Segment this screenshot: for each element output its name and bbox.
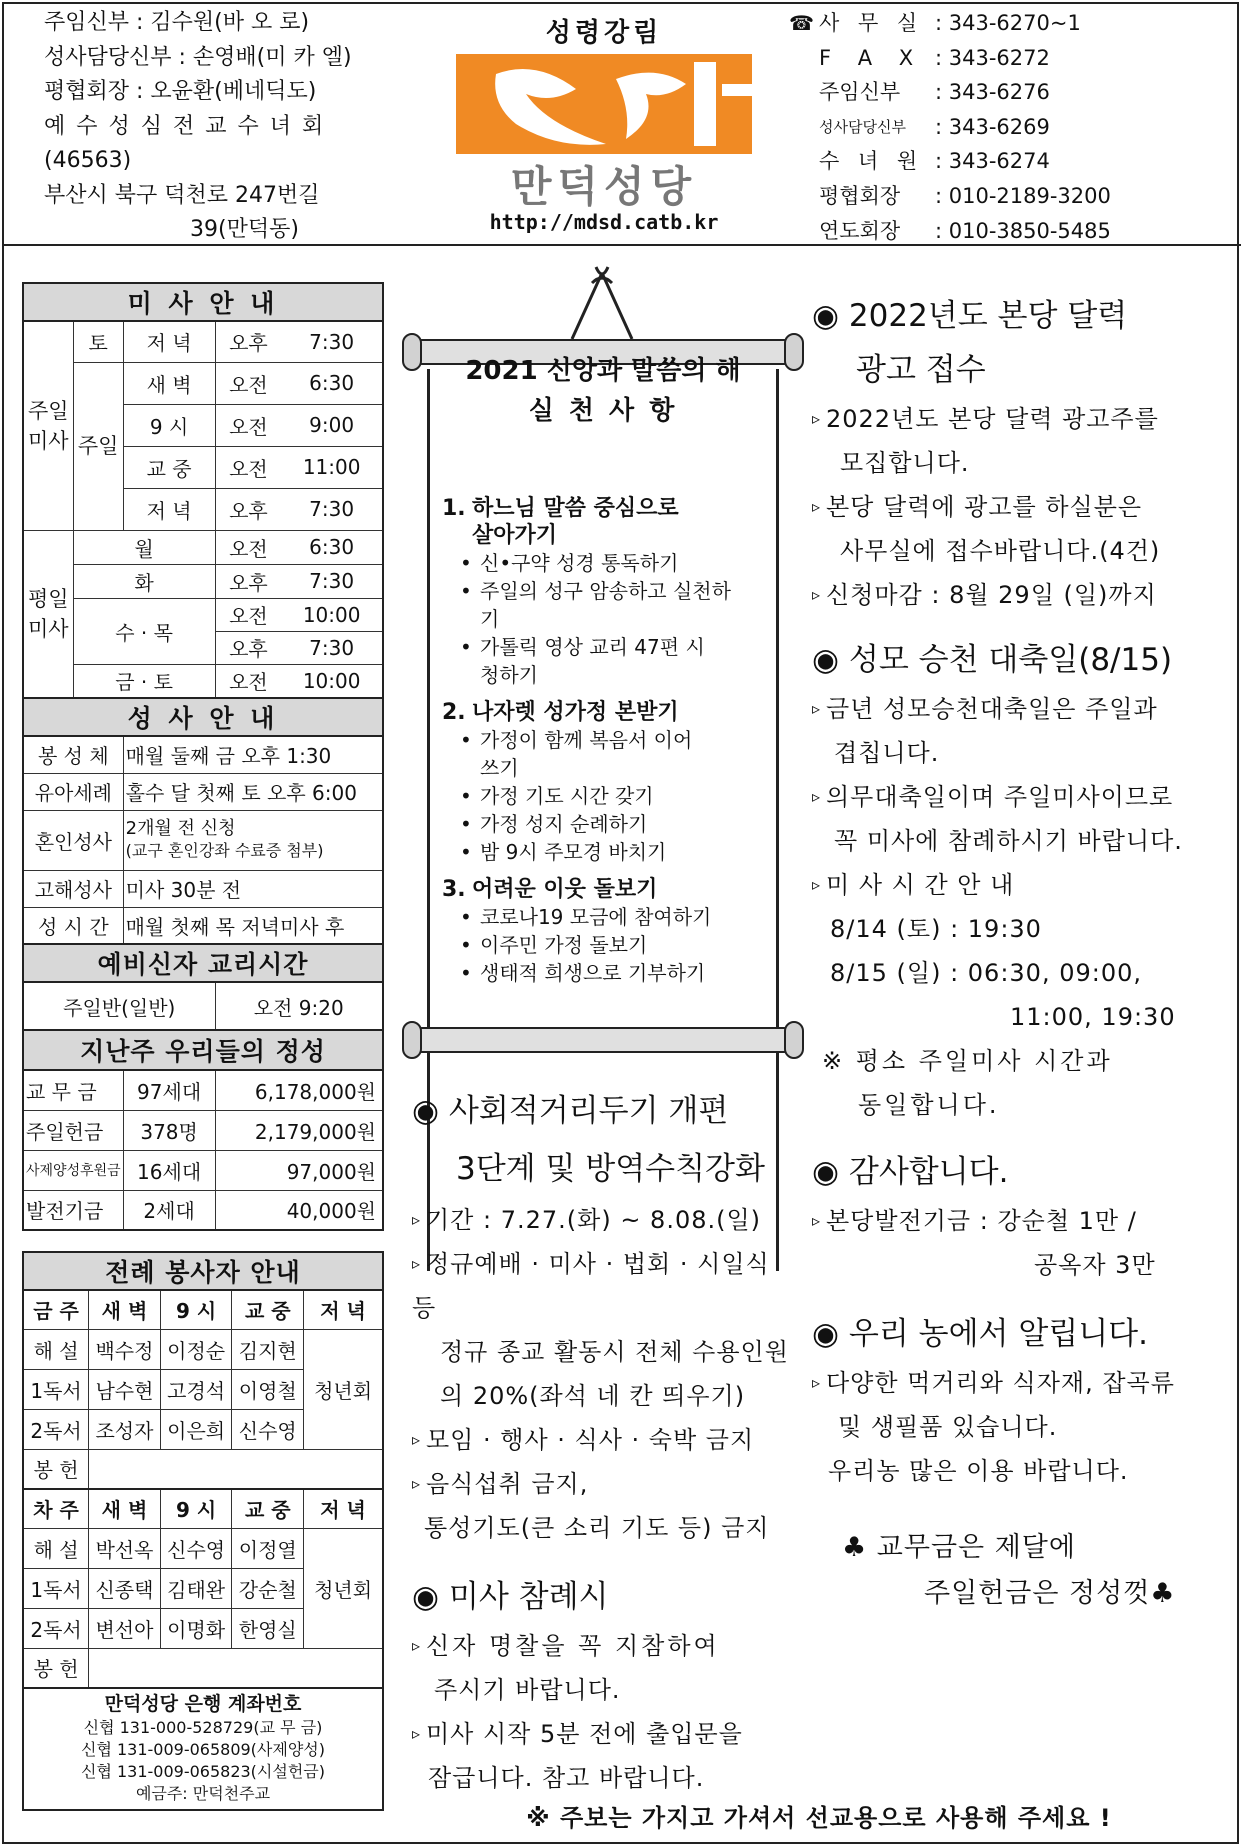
- offering-title: 지난주 우리들의 정성: [23, 1030, 383, 1070]
- distancing-item: ▹ 기간 : 7.27.(화) ~ 8.08.(일): [412, 1206, 762, 1234]
- mass-ampm: 오전: [215, 530, 281, 564]
- header-line: 39(만덕동): [190, 217, 299, 242]
- scroll-title-line: 실 천 사 항: [528, 396, 678, 426]
- mass-times: [812, 907, 1232, 1039]
- contact-row: 수 녀 원 : 343-6274: [819, 149, 1050, 174]
- thanks-title: ◉ 감사합니다.: [812, 1154, 1009, 1190]
- server-name: 고경석: [160, 1369, 232, 1409]
- bank-accounts: [23, 1688, 383, 1810]
- footer-note: ※ 주보는 가지고 가셔서 선교용으로 사용해 주세요 !: [526, 1804, 1112, 1832]
- server-role: 봉 헌: [23, 1449, 89, 1489]
- pentecost-logo-icon: [456, 54, 752, 159]
- distancing-item: ▹ 정규예배 · 미사 · 법회 · 시일식 등 정규 종교 활동시 전체 수용인원 의 20%(좌석 네 칸 띄우기): [412, 1250, 789, 1410]
- offering-amount: 6,178,000원: [215, 1070, 383, 1110]
- mass-time: 6:30: [281, 362, 383, 404]
- sacrament-value: 홀수 달 첫째 토 오후 6:00: [123, 773, 383, 810]
- distancing-section: [412, 1082, 792, 1800]
- catechumen-title: 예비신자 교리시간: [23, 944, 383, 982]
- sacrament-value: 미사 30분 전: [123, 870, 383, 907]
- mass-time: 7:30: [281, 564, 383, 598]
- servers-header: 저 녁: [304, 1489, 383, 1528]
- server-offering-empty: [89, 1648, 383, 1688]
- mass-time-line: 8/14 (토) : 19:30: [830, 915, 1042, 943]
- practice-heading: 2. 나자렛 성가정 본받기: [442, 700, 679, 725]
- server-name: 백수정: [89, 1329, 161, 1369]
- servers-header: 9 시: [160, 1489, 232, 1528]
- server-name: 김태완: [160, 1568, 232, 1608]
- sacrament-value-line: 2개월 전 신청: [125, 818, 236, 839]
- server-evening: 청년회: [304, 1329, 383, 1449]
- farm-item: ▹ 다양한 먹거리와 식자재, 잡곡류 및 생필품 있습니다. 우리농 많은 이용 바랍니다.: [812, 1369, 1175, 1485]
- servers-header: 교 중: [232, 1489, 304, 1528]
- sunday-mass-label: 주일미사: [23, 321, 73, 530]
- mass-time-line: 8/15 (일) : 06:30, 09:00,: [830, 959, 1142, 987]
- server-name: 한영실: [232, 1608, 304, 1648]
- assumption-note: [812, 1039, 1232, 1127]
- practice-scroll: [402, 259, 804, 1059]
- server-role: 1독서: [23, 1369, 89, 1409]
- mass-ampm: 오후: [215, 631, 281, 664]
- mass-name: 새 벽: [123, 362, 215, 404]
- calendar-item: ▹ 본당 달력에 광고를 하실분은 사무실에 접수바랍니다.(4건): [812, 493, 1161, 565]
- mass-day: 금 · 토: [73, 664, 215, 698]
- server-role: 1독서: [23, 1568, 89, 1608]
- mass-time: 9:00: [281, 404, 383, 446]
- offering-amount: 40,000원: [215, 1190, 383, 1230]
- server-name: 이영철: [232, 1369, 304, 1409]
- hanging-string-icon: [552, 263, 652, 343]
- mass-ampm: 오전: [215, 446, 281, 488]
- assumption-item: ▹ 의무대축일이며 주일미사이므로 꼭 미사에 참례하시기 바랍니다.: [812, 783, 1183, 855]
- server-role: 2독서: [23, 1608, 89, 1648]
- phone-icon: ☎: [789, 11, 814, 35]
- offering-amount: 97,000원: [215, 1150, 383, 1190]
- practice-item: • 이주민 가정 돌보기: [442, 931, 787, 959]
- offering-name: 교 무 금: [23, 1070, 123, 1110]
- contact-row: 주임신부 : 343-6276: [819, 80, 1050, 105]
- sacrament-name: 봉 성 체: [23, 736, 123, 773]
- mass-day: 수 · 목: [73, 598, 215, 664]
- sacrament-value: 매월 둘째 금 오후 1:30: [123, 736, 383, 773]
- practice-heading: 3. 어려운 이웃 돌보기: [442, 877, 658, 902]
- calendar-item: ▹ 신청마감 : 8월 29일 (일)까지: [812, 581, 1157, 609]
- weekday-mass-label: 평일미사: [23, 530, 73, 698]
- parish-website-link[interactable]: http://mdsd.catb.kr: [489, 210, 719, 234]
- contact-row: F A X : 343-6272: [819, 45, 1050, 70]
- calendar-item: ▹ 2022년도 본당 달력 광고주를 모집합니다.: [812, 405, 1159, 477]
- offering-count: 16세대: [123, 1150, 215, 1190]
- servers-header: 새 벽: [89, 1489, 161, 1528]
- sacrament-value: 매월 첫째 목 저녁미사 후: [123, 907, 383, 944]
- mass-time: 10:00: [281, 598, 383, 631]
- contact-row: 연도회장 : 010-3850-5485: [819, 218, 1111, 243]
- mass-day: 화: [73, 564, 215, 598]
- sacrament-value: [123, 810, 383, 870]
- header-staff-info: [44, 6, 444, 248]
- scroll-title-line: 2021 신앙과 말씀의 해: [465, 356, 741, 386]
- logo-parish-name: 만덕성당: [510, 162, 698, 211]
- sacrament-name: 성 시 간: [23, 907, 123, 944]
- attend-title: ◉ 미사 참례시: [412, 1579, 609, 1615]
- mass-ampm: 오전: [215, 664, 281, 698]
- practice-item: • 가정 기도 시간 갖기: [442, 782, 787, 810]
- server-evening: 청년회: [304, 1528, 383, 1648]
- sacrament-name: 혼인성사: [23, 810, 123, 870]
- practice-item: • 밤 9시 주모경 바치기: [442, 838, 787, 866]
- scroll-bottom-roll: [414, 1027, 792, 1053]
- mass-day: 토: [73, 321, 123, 362]
- header-line: 예 수 성 심 전 교 수 녀 회: [44, 113, 326, 139]
- bank-line: 예금주: 만덕천주교: [135, 1784, 271, 1803]
- distancing-item: ▹ 모임 · 행사 · 식사 · 숙박 금지: [412, 1426, 755, 1454]
- header-line: 부산시 북구 덕천로 247번길: [44, 182, 320, 208]
- bulletin-page: [2, 2, 1239, 1844]
- offering-count: 378명: [123, 1110, 215, 1150]
- header-contacts: [789, 6, 1219, 248]
- offering-count: 97세대: [123, 1070, 215, 1110]
- server-role: 봉 헌: [23, 1648, 89, 1688]
- bank-title: 만덕성당 은행 계좌번호: [104, 1693, 302, 1715]
- offering-count: 2세대: [123, 1190, 215, 1230]
- sacrament-value-line: (교구 혼인강좌 수료증 첨부): [125, 841, 324, 860]
- mass-ampm: 오전: [215, 362, 281, 404]
- catechumen-time: 오전 9:20: [215, 982, 383, 1030]
- server-name: 남수현: [89, 1369, 161, 1409]
- mass-ampm: 오후: [215, 564, 281, 598]
- header-line: 성사담당신부 : 손영배(미 카 엘): [44, 44, 352, 70]
- thanks-item: ▹ 본당발전기금 : 강순철 1만 / 공옥자 3만: [812, 1207, 1156, 1279]
- server-name: 변선아: [89, 1608, 161, 1648]
- club-line: 주일헌금은 정성껏♣: [924, 1578, 1176, 1609]
- distancing-title: ◉ 사회적거리두기 개편 3단계 및 방역수칙강화: [412, 1093, 765, 1187]
- practice-item: • 코로나19 모금에 참여하기: [442, 903, 787, 931]
- servers-header: 새 벽: [89, 1290, 161, 1329]
- sacrament-title: 성 사 안 내: [23, 698, 383, 736]
- contact-row: 성사담당신부 : 343-6269: [819, 114, 1050, 139]
- mass-time: 11:00: [281, 446, 383, 488]
- offering-name: 사제양성후원금: [23, 1150, 123, 1190]
- server-name: 강순철: [232, 1568, 304, 1608]
- server-name: 이명화: [160, 1608, 232, 1648]
- scroll-title: [402, 351, 804, 431]
- note-line: 동일합니다.: [858, 1091, 1000, 1119]
- practice-item: • 가톨릭 영상 교리 47편 시청하기: [442, 633, 722, 689]
- club-line: ♣ 교무금은 제달에: [842, 1532, 1076, 1563]
- header-line: 주임신부 : 김수원(바 오 로): [44, 10, 310, 35]
- distancing-item: ▹ 음식섭취 금지, 통성기도(큰 소리 기도 등) 금지: [412, 1470, 770, 1542]
- practice-item: • 신•구약 성경 통독하기: [442, 549, 787, 577]
- mass-name: 교 중: [123, 446, 215, 488]
- mass-time: 6:30: [281, 530, 383, 564]
- sunday-sub-label: 주일: [73, 362, 123, 530]
- mass-time: 7:30: [281, 631, 383, 664]
- parish-logo-block: [444, 4, 764, 242]
- server-name: 신수영: [232, 1409, 304, 1449]
- server-name: 신종택: [89, 1568, 161, 1608]
- sacrament-name: 고해성사: [23, 870, 123, 907]
- servers-table: [22, 1251, 384, 1811]
- mass-day: 월: [73, 530, 215, 564]
- servers-header: 저 녁: [304, 1290, 383, 1329]
- server-name: 조성자: [89, 1409, 161, 1449]
- logo-title: 성령강림: [545, 18, 663, 48]
- server-offering-empty: [89, 1449, 383, 1489]
- servers-header: 교 중: [232, 1290, 304, 1329]
- server-name: 이정순: [160, 1329, 232, 1369]
- assumption-item: ▹ 금년 성모승천대축일은 주일과 겹칩니다.: [812, 695, 1158, 767]
- mass-name: 저 녁: [123, 321, 215, 362]
- sacrament-name: 유아세례: [23, 773, 123, 810]
- info-table: [22, 282, 384, 1231]
- catechumen-name: 주일반(일반): [23, 982, 215, 1030]
- mass-time: 7:30: [281, 321, 383, 362]
- mass-ampm: 오전: [215, 598, 281, 631]
- servers-title: 전례 봉사자 안내: [23, 1252, 383, 1290]
- practice-item: • 가정 성지 순례하기: [442, 810, 787, 838]
- practice-item: • 생태적 희생으로 기부하기: [442, 959, 787, 987]
- server-name: 이은희: [160, 1409, 232, 1449]
- offering-name: 주일헌금: [23, 1110, 123, 1150]
- server-name: 이정열: [232, 1528, 304, 1568]
- club-notice: [812, 1525, 1232, 1617]
- mass-title: 미 사 안 내: [23, 283, 383, 321]
- mass-ampm: 오후: [215, 321, 281, 362]
- mass-time: 7:30: [281, 488, 383, 530]
- mass-ampm: 오전: [215, 404, 281, 446]
- mass-name: 저 녁: [123, 488, 215, 530]
- practice-item: • 가정이 함께 복음서 이어쓰기: [442, 726, 702, 782]
- header-line: 평협회장 : 오윤환(베네딕도): [44, 79, 317, 104]
- practice-list: [442, 495, 787, 987]
- assumption-title: ◉ 성모 승천 대축일(8/15): [812, 642, 1173, 678]
- server-name: 김지현: [232, 1329, 304, 1369]
- bank-line: 신협 131-000-528729(교 무 금): [83, 1718, 323, 1737]
- header-divider: [4, 244, 1241, 246]
- announcements-column: [812, 289, 1232, 1617]
- mass-name: 9 시: [123, 404, 215, 446]
- header-line: (46563): [44, 148, 132, 173]
- mass-time-line: 11:00, 19:30: [1010, 1003, 1176, 1031]
- farm-title: ◉ 우리 농에서 알립니다.: [812, 1316, 1148, 1352]
- server-role: 해 설: [23, 1329, 89, 1369]
- attend-item: ▹ 미사 시작 5분 전에 출입문을 잠급니다. 참고 바랍니다.: [412, 1720, 743, 1792]
- offering-name: 발전기금: [23, 1190, 123, 1230]
- calendar-title: ◉ 2022년도 본당 달력 광고 접수: [812, 298, 1128, 388]
- servers-header: 9 시: [160, 1290, 232, 1329]
- servers-header: 금 주: [23, 1290, 89, 1329]
- contact-row: 평협회장 : 010-2189-3200: [819, 183, 1111, 208]
- assumption-item: ▹ 미 사 시 간 안 내: [812, 871, 1015, 899]
- bank-line: 신협 131-009-065809(사제양성): [80, 1740, 325, 1759]
- note-line: ※ 평소 주일미사 시간과: [822, 1047, 1113, 1075]
- offering-amount: 2,179,000원: [215, 1110, 383, 1150]
- server-name: 박선옥: [89, 1528, 161, 1568]
- mass-time: 10:00: [281, 664, 383, 698]
- server-role: 해 설: [23, 1528, 89, 1568]
- contact-row: 사 무 실 : 343-6270~1: [819, 11, 1081, 35]
- mass-ampm: 오후: [215, 488, 281, 530]
- servers-header: 차 주: [23, 1489, 89, 1528]
- bank-line: 신협 131-009-065823(시설헌금): [80, 1762, 325, 1781]
- attend-item: ▹ 신자 명찰을 꼭 지참하여 주시기 바랍니다.: [412, 1632, 720, 1704]
- server-name: 신수영: [160, 1528, 232, 1568]
- server-role: 2독서: [23, 1409, 89, 1449]
- practice-heading: 1. 하느님 말씀 중심으로 살아가기: [442, 496, 679, 548]
- practice-item: • 주일의 성구 암송하고 실천하기: [442, 577, 732, 633]
